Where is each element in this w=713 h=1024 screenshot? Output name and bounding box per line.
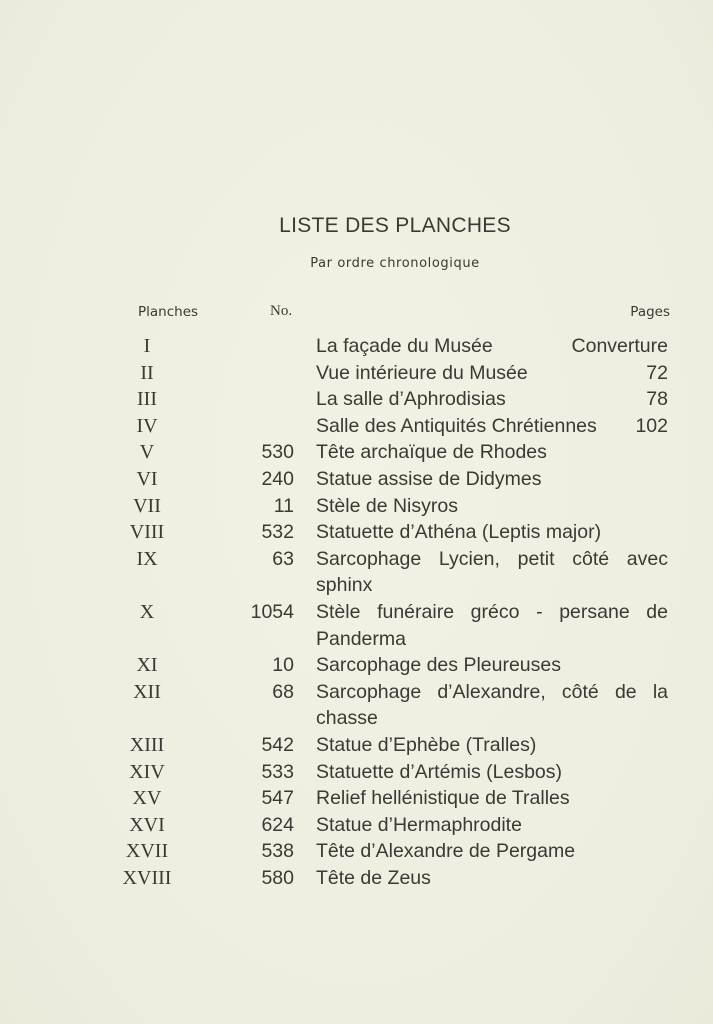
plate-title: Stèle funéraire gréco - persane de Panderma [316,600,668,650]
page-number: Converture [571,335,668,357]
plate-title-cell [316,732,668,759]
plate-title: Sarcophage Lycien, petit côté avec sphinx [316,547,668,597]
plate-title: Sarcophage des Pleureuses [316,654,561,677]
catalog-number: 1054 [250,600,294,623]
plate-number: IX [136,547,158,570]
catalog-number: 11 [273,494,294,517]
table-row [0,386,713,413]
plate-title: Statue assise de Didymes [316,467,542,490]
plate-title-cell [316,413,668,440]
plate-title-line [316,333,668,360]
page-number: 102 [635,414,668,437]
plate-title-cell [316,386,668,413]
column-header-no: No. [270,303,293,319]
catalog-number: 547 [261,787,294,810]
plate-title-cell [316,546,668,599]
plate-title-cell [316,519,668,546]
table-row [0,652,713,679]
plate-title: La façade du Musée [316,335,493,357]
plate-title-cell [316,679,668,732]
table-row [0,785,713,812]
catalog-number: 533 [261,760,294,783]
plate-number: IV [136,414,158,437]
catalog-number: 10 [272,654,294,677]
plate-number: XVII [125,840,169,863]
plate-title: La salle d’Aphrodisias [316,388,506,411]
plate-title-cell [316,333,668,360]
page-title: LISTE DES PLANCHES [279,214,511,237]
table-row [0,865,713,892]
catalog-number: 624 [261,813,294,836]
table-row [0,838,713,865]
plate-number: VI [136,467,158,490]
page-subtitle: Par ordre chronologique [310,256,480,271]
plate-title-cell [316,838,668,865]
catalog-number: 240 [261,467,294,490]
plate-number: X [139,600,155,623]
plate-title: Salle des Antiquités Chrétiennes [316,414,597,437]
plate-title: Statue d’Hermaphrodite [316,813,522,836]
table-row [0,732,713,759]
plate-number: XIII [129,733,165,756]
catalog-number: 530 [261,441,294,464]
table-row [0,493,713,520]
table-row [0,413,713,440]
plate-title: Relief hellénistique de Tralles [316,787,570,810]
plate-title-cell [316,759,668,786]
table-row [0,360,713,387]
catalog-number: 68 [272,680,294,703]
plate-title: Tête archaïque de Rhodes [316,441,547,464]
plate-title-line [316,386,668,413]
page-number: 78 [646,388,668,411]
table-row [0,519,713,546]
table-row [0,333,713,360]
plate-title-cell [316,652,668,679]
plate-number: XI [136,654,158,677]
plate-title-cell [316,466,668,493]
plate-title-cell [316,865,668,892]
plate-number: XVI [129,813,165,836]
plate-title: Vue intérieure du Musée [316,361,528,384]
plate-title-cell [316,599,668,652]
catalog-number: 542 [261,733,294,756]
catalog-number: 538 [261,840,294,863]
plates-table [0,333,713,891]
plate-title: Tête d’Alexandre de Pergame [316,840,576,863]
plate-number: VII [133,494,161,517]
table-row [0,439,713,466]
plate-title: Stèle de Nisyros [316,494,458,517]
plate-title: Statuette d’Artémis (Lesbos) [316,760,563,783]
plate-title-cell [316,812,668,839]
plate-title: Tête de Zeus [316,866,431,889]
plate-number: XVIII [122,866,172,889]
column-header-pages: Pages [630,304,670,320]
plate-number: XII [133,680,161,703]
page-number: 72 [646,361,668,384]
plate-number: V [139,441,155,464]
plate-title-line [316,360,668,387]
plate-title-cell [316,439,668,466]
plate-title-line [316,413,668,440]
plate-number: I [143,335,151,357]
plate-number: II [140,361,154,384]
catalog-number: 580 [261,866,294,889]
table-row [0,679,713,732]
plate-number: XIV [129,760,165,783]
plate-title: Statue d’Ephèbe (Tralles) [316,733,537,756]
plate-title: Sarcophage d’Alexandre, côté de la chasse [316,680,668,730]
table-row [0,759,713,786]
table-row [0,546,713,599]
table-row [0,599,713,652]
table-row [0,466,713,493]
plate-title-cell [316,360,668,387]
plate-title-cell [316,493,668,520]
column-header-planches: Planches [138,304,199,320]
plate-title-cell [316,785,668,812]
plate-title: Statuette d’Athéna (Leptis major) [316,521,602,544]
table-row [0,812,713,839]
catalog-number: 532 [261,521,294,544]
plate-number: VIII [129,521,165,544]
catalog-number: 63 [272,547,294,570]
plate-number: XV [132,787,162,810]
plate-number: III [137,388,157,411]
